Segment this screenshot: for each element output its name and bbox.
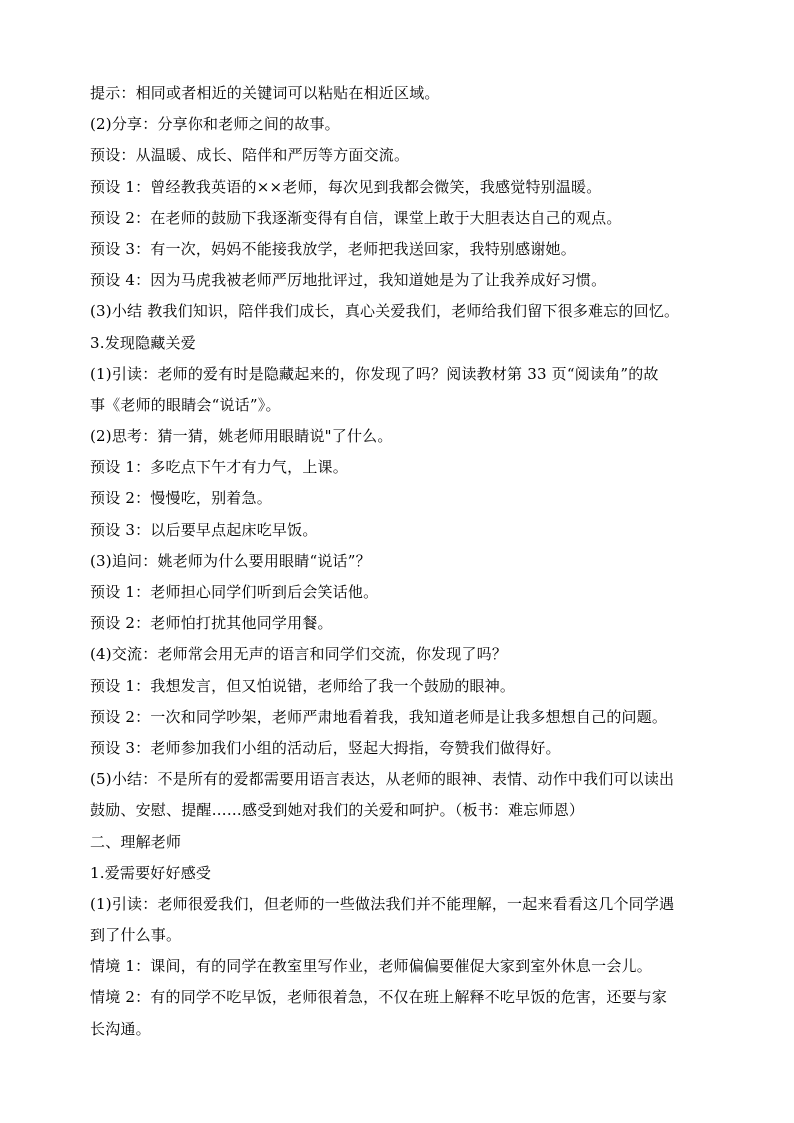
text-line: 预设 3：老师参加我们小组的活动后，竖起大拇指，夸赞我们做得好。 [90,738,561,757]
text-line: 预设 1：多吃点下午才有力气，上课。 [90,458,348,477]
section-heading: 3.发现隐藏关爱 [90,333,196,352]
text-line: 到了什么事。 [90,926,182,945]
text-line: (5)小结：不是所有的爱都需要用语言表达，从老师的眼神、表情、动作中我们可以读出 [90,770,675,789]
text-line: 预设 2：慢慢吃，别着急。 [90,489,272,508]
text-line: 预设 2：一次和同学吵架，老师严肃地看着我，我知道老师是让我多想想自己的问题。 [90,707,668,726]
section-heading: 二、理解老师 [90,832,182,851]
text-line: 鼓励、安慰、提醒……感受到她对我们的关爱和呵护。（板书：难忘师恩） [90,801,585,820]
text-line: 预设 3：以后要早点起床吃早饭。 [90,520,318,539]
text-line: 预设：从温暖、成长、陪伴和严厉等方面交流。 [90,146,410,165]
text-line: (1)引读：老师很爱我们，但老师的一些做法我们并不能理解，一起来看看这几个同学遇 [90,894,675,913]
text-line: (3)小结 教我们知识，陪伴我们成长，真心关爱我们，老师给我们留下很多难忘的回忆。 [90,302,680,321]
text-line: 事《老师的眼睛会“说话”》。 [90,395,281,414]
text-line: 情境 2：有的同学不吃早饭，老师很着急，不仅在班上解释不吃早饭的危害，还要与家 [90,988,668,1007]
text-line: 提示：相同或者相近的关键词可以粘贴在相近区域。 [90,84,440,102]
text-line: (2)分享：分享你和老师之间的故事。 [90,115,340,134]
text-line: (4)交流：老师常会用无声的语言和同学们交流，你发现了吗？ [90,645,508,664]
text-line: (3)追问：姚老师为什么要用眼睛“说话”？ [90,551,371,570]
text-line: 预设 2：老师怕打扰其他同学用餐。 [90,614,333,633]
text-line: 预设 1：老师担心同学们听到后会笑话他。 [90,583,379,601]
text-line: 长沟通。 [90,1019,151,1038]
section-heading: 1.爱需要好好感受 [90,863,212,882]
document-page [90,78,710,1045]
text-line: 预设 2：在老师的鼓励下我逐渐变得有自信，课堂上敢于大胆表达自己的观点。 [90,208,622,227]
text-line: 情境 1：课间，有的同学在教室里写作业，老师偏偏要催促大家到室外休息一会儿。 [90,957,652,976]
text-line: (1)引读：老师的爱有时是隐藏起来的，你发现了吗？阅读教材第 33 页“阅读角”的故 [90,364,659,383]
text-line: 预设 1：曾经教我英语的××老师，每次见到我都会微笑，我感觉特别温暖。 [90,177,602,196]
text-line: 预设 4：因为马虎我被老师严厉地批评过，我知道她是为了让我养成好习惯。 [90,271,607,290]
text-line: (2)思考：猜一猜，姚老师用眼睛说"了什么。 [90,427,393,446]
text-line: 预设 1：我想发言，但又怕说错，老师给了我一个鼓励的眼神。 [90,676,516,695]
text-line: 预设 3：有一次，妈妈不能接我放学，老师把我送回家，我特别感谢她。 [90,239,576,258]
